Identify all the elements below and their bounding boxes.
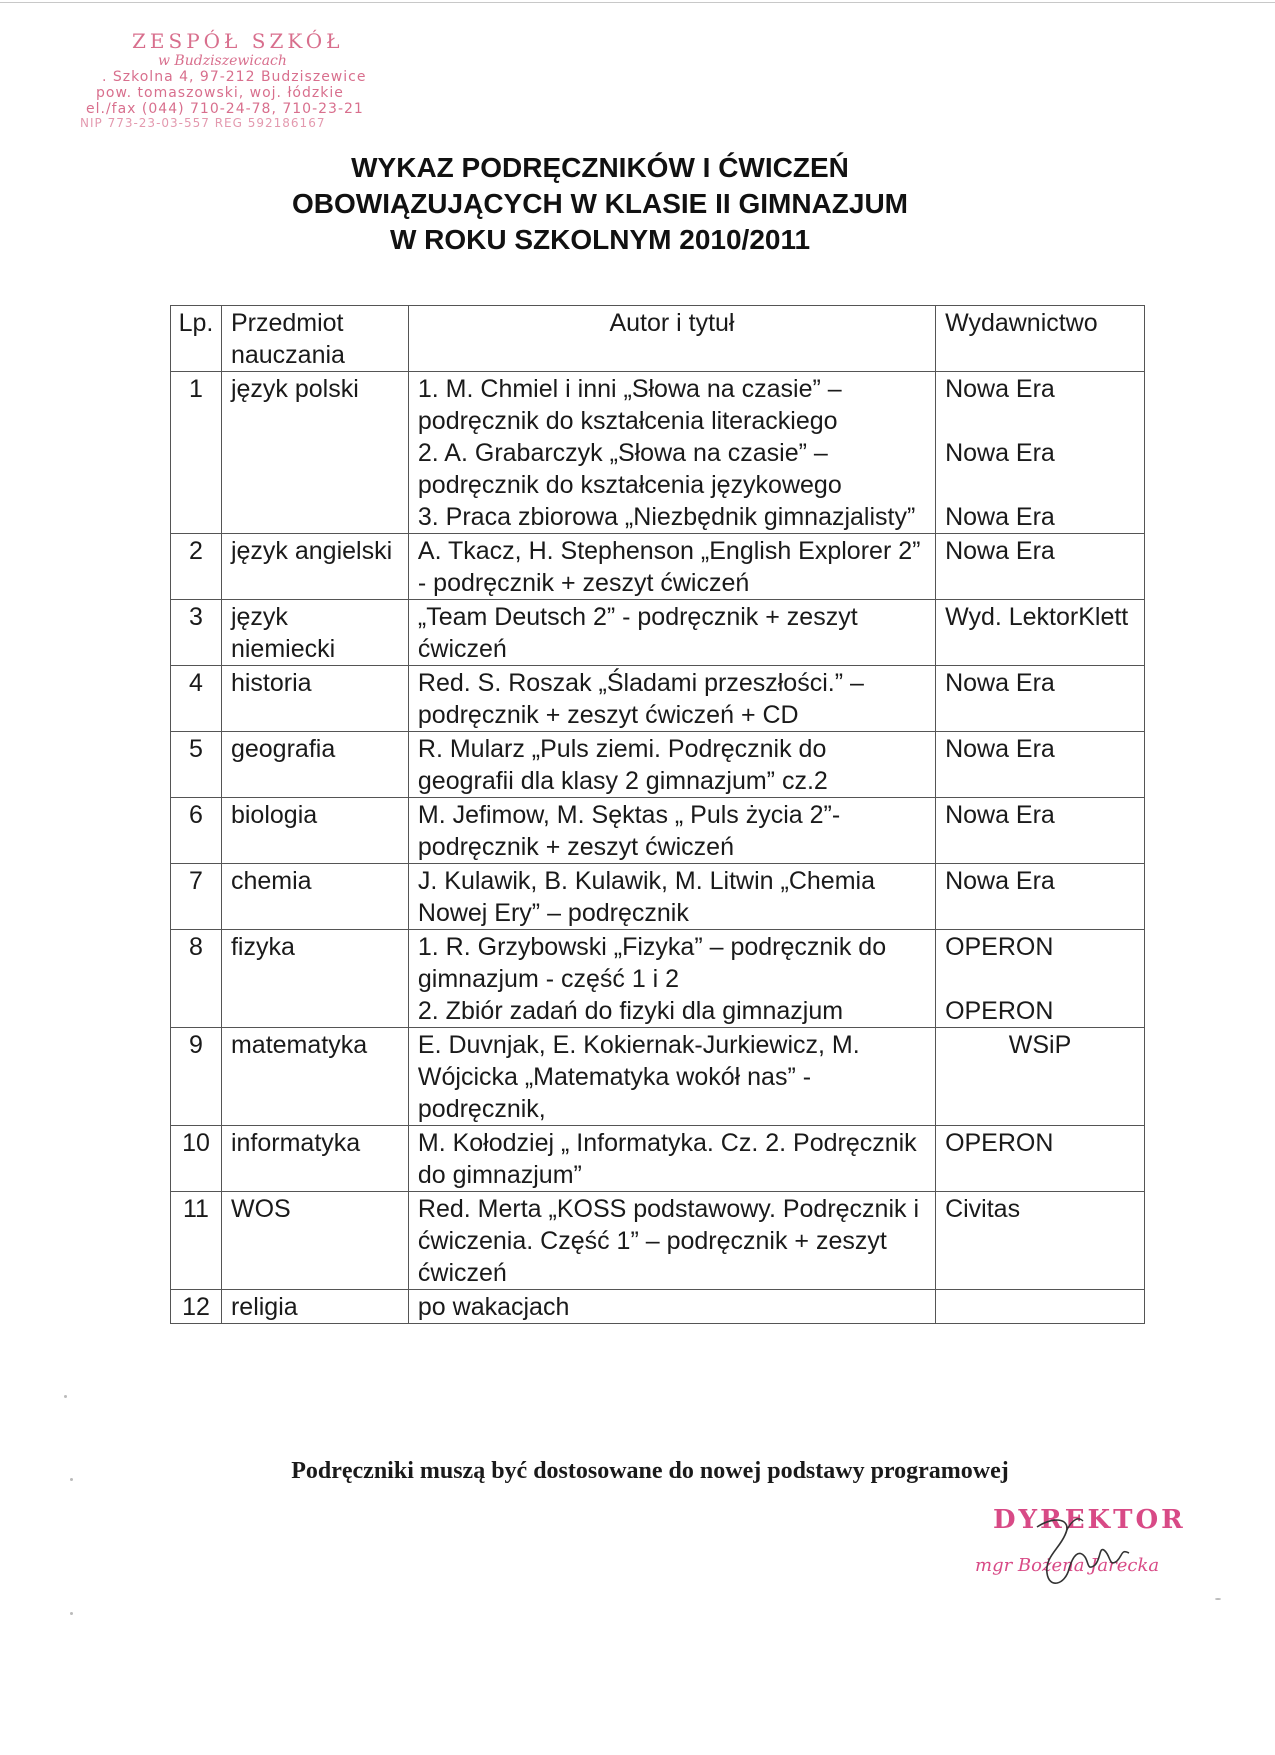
table-row xyxy=(171,372,1145,534)
book-entry: J. Kulawik, B. Kulawik, M. Litwin „Chemia Nowej Ery” – podręcznik xyxy=(417,867,875,927)
stamp-line: w Budziszewicach xyxy=(158,53,287,69)
publisher-name: OPERON xyxy=(945,997,1054,1025)
cell-author-title xyxy=(408,1126,935,1192)
cell-author-title xyxy=(408,798,935,864)
table-row xyxy=(171,666,1145,732)
cell-subject: język niemiecki xyxy=(221,600,408,666)
page-title xyxy=(160,150,1040,258)
book-entry: 1. M. Chmiel i inni „Słowa na czasie” – podręcznik do kształcenia literackiego xyxy=(417,375,842,435)
cell-subject: WOS xyxy=(221,1192,408,1290)
cell-author-title xyxy=(408,372,935,534)
scan-top-edge xyxy=(0,2,1275,3)
cell-publisher xyxy=(936,666,1145,732)
footer-note: Podręczniki muszą być dostosowane do nowej podstawy programowej xyxy=(291,1458,1009,1484)
textbook-table xyxy=(170,305,1145,1324)
cell-publisher xyxy=(936,1192,1145,1290)
publisher-name: OPERON xyxy=(945,1129,1054,1157)
publisher-name: Nowa Era xyxy=(945,503,1055,531)
table-row xyxy=(171,798,1145,864)
title-line: OBOWIĄZUJĄCYCH W KLASIE II GIMNAZJUM xyxy=(292,188,908,219)
director-name: mgr Bożena Jarecka xyxy=(975,1555,1160,1576)
cell-lp: 5 xyxy=(171,732,222,798)
cell-publisher xyxy=(936,732,1145,798)
book-entry: Red. Merta „KOSS podstawowy. Podręcznik i ćwiczenia. Część 1” – podręcznik + zeszyt ćwiczeń xyxy=(417,1195,920,1287)
publisher-name: Nowa Era xyxy=(945,735,1055,763)
cell-publisher xyxy=(936,1290,1145,1324)
table-row xyxy=(171,534,1145,600)
book-entry: 1. R. Grzybowski „Fizyka” – podręcznik do gimnazjum - część 1 i 2 xyxy=(417,933,887,993)
book-entry: A. Tkacz, H. Stephenson „English Explorer 2” - podręcznik + zeszyt ćwiczeń xyxy=(417,537,921,597)
table-row xyxy=(171,1192,1145,1290)
cell-lp: 11 xyxy=(171,1192,222,1290)
cell-author-title xyxy=(408,1192,935,1290)
cell-lp: 10 xyxy=(171,1126,222,1192)
table-row xyxy=(171,930,1145,1028)
cell-subject: geografia xyxy=(221,732,408,798)
scan-speck xyxy=(64,1395,67,1398)
cell-publisher xyxy=(936,372,1145,534)
stamp-line: el./fax (044) 710-24-78, 710-23-21 xyxy=(86,101,364,118)
book-entry: M. Jefimow, M. Sęktas „ Puls życia 2”- podręcznik + zeszyt ćwiczeń xyxy=(417,801,841,861)
cell-subject: informatyka xyxy=(221,1126,408,1192)
publisher-name: Civitas xyxy=(945,1195,1021,1223)
cell-publisher xyxy=(936,930,1145,1028)
title-line: WYKAZ PODRĘCZNIKÓW I ĆWICZEŃ xyxy=(351,152,849,183)
table-row xyxy=(171,732,1145,798)
cell-author-title xyxy=(408,864,935,930)
stamp-line: NIP 773-23-03-557 REG 592186167 xyxy=(80,116,326,131)
cell-subject: chemia xyxy=(221,864,408,930)
cell-lp: 3 xyxy=(171,600,222,666)
stamp-line: ZESPÓŁ SZKÓŁ xyxy=(132,29,344,53)
cell-subject: biologia xyxy=(221,798,408,864)
director-stamp xyxy=(975,1505,1186,1595)
cell-lp: 8 xyxy=(171,930,222,1028)
cell-subject: język angielski xyxy=(221,534,408,600)
cell-author-title xyxy=(408,732,935,798)
publisher-name: Wyd. LektorKlett xyxy=(945,603,1129,631)
scan-speck xyxy=(1215,1598,1221,1600)
table-row xyxy=(171,1028,1145,1126)
handwritten-signature xyxy=(1025,1505,1135,1595)
book-entry: 3. Praca zbiorowa „Niezbędnik gimnazjalisty” xyxy=(417,503,916,531)
cell-subject: fizyka xyxy=(221,930,408,1028)
book-entry: M. Kołodziej „ Informatyka. Cz. 2. Podręcznik do gimnazjum” xyxy=(417,1129,917,1189)
stamp-line: . Szkolna 4, 97-212 Budziszewice xyxy=(102,69,367,86)
book-entry: Red. S. Roszak „Śladami przeszłości.” – podręcznik + zeszyt ćwiczeń + CD xyxy=(417,669,864,729)
scan-speck xyxy=(70,1478,73,1481)
cell-subject: język polski xyxy=(221,372,408,534)
publisher-name: Nowa Era xyxy=(945,669,1055,697)
table-header-row xyxy=(171,306,1145,372)
cell-lp: 7 xyxy=(171,864,222,930)
table-row xyxy=(171,1290,1145,1324)
publisher-name: Nowa Era xyxy=(945,801,1055,829)
cell-author-title xyxy=(408,1290,935,1324)
header-subject: Przedmiot nauczania xyxy=(221,306,408,372)
cell-publisher xyxy=(936,534,1145,600)
header-author: Autor i tytuł xyxy=(408,306,935,372)
cell-lp: 4 xyxy=(171,666,222,732)
director-title: DYREKTOR xyxy=(993,1505,1186,1535)
table-row xyxy=(171,600,1145,666)
cell-author-title xyxy=(408,1028,935,1126)
header-publisher: Wydawnictwo xyxy=(936,306,1145,372)
publisher-name: Nowa Era xyxy=(945,867,1055,895)
book-entry: 2. A. Grabarczyk „Słowa na czasie” – podręcznik do kształcenia językowego xyxy=(417,439,842,499)
cell-publisher xyxy=(936,798,1145,864)
scan-speck xyxy=(70,1612,73,1615)
publisher-name: OPERON xyxy=(945,933,1054,961)
book-entry: 2. Zbiór zadań do fizyki dla gimnazjum xyxy=(417,997,844,1025)
title-line: W ROKU SZKOLNYM 2010/2011 xyxy=(389,224,811,255)
publisher-name: WSiP xyxy=(1008,1031,1072,1059)
cell-lp: 12 xyxy=(171,1290,222,1324)
header-lp: Lp. xyxy=(171,306,222,372)
publisher-name: Nowa Era xyxy=(945,439,1055,467)
cell-subject: matematyka xyxy=(221,1028,408,1126)
book-entry: po wakacjach xyxy=(417,1293,570,1321)
book-entry: E. Duvnjak, E. Kokiernak-Jurkiewicz, M. Wójcicka „Matematyka wokół nas” - podręcznik, xyxy=(417,1031,860,1123)
cell-subject: historia xyxy=(221,666,408,732)
table-row xyxy=(171,864,1145,930)
cell-lp: 9 xyxy=(171,1028,222,1126)
cell-subject: religia xyxy=(221,1290,408,1324)
school-stamp xyxy=(80,30,420,131)
book-entry: R. Mularz „Puls ziemi. Podręcznik do geografii dla klasy 2 gimnazjum” cz.2 xyxy=(417,735,828,795)
publisher-name: Nowa Era xyxy=(945,375,1055,403)
publisher-name: Nowa Era xyxy=(945,537,1055,565)
cell-publisher xyxy=(936,1028,1145,1126)
cell-lp: 1 xyxy=(171,372,222,534)
cell-publisher xyxy=(936,864,1145,930)
cell-author-title xyxy=(408,600,935,666)
cell-lp: 6 xyxy=(171,798,222,864)
table-row xyxy=(171,1126,1145,1192)
cell-author-title xyxy=(408,534,935,600)
stamp-line: pow. tomaszowski, woj. łódzkie xyxy=(96,85,344,102)
book-entry: „Team Deutsch 2” - podręcznik + zeszyt ćwiczeń xyxy=(417,603,858,663)
cell-lp: 2 xyxy=(171,534,222,600)
cell-author-title xyxy=(408,930,935,1028)
cell-author-title xyxy=(408,666,935,732)
cell-publisher xyxy=(936,1126,1145,1192)
cell-publisher xyxy=(936,600,1145,666)
